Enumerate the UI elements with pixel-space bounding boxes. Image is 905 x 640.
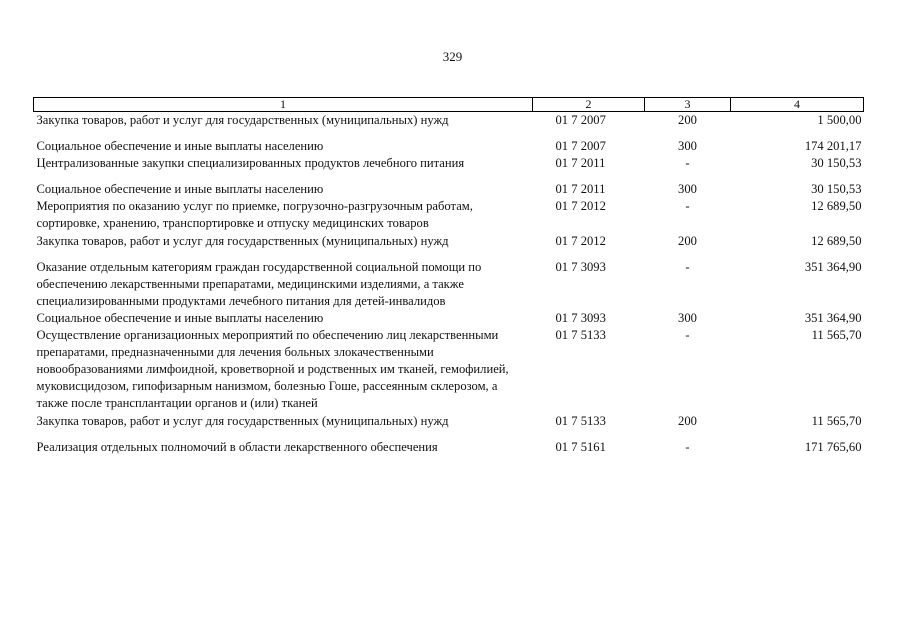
row-code: 01 7 2012 [555, 234, 606, 248]
row-name: Централизованные закупки специализированных продуктов лечебного питания [36, 156, 465, 170]
table-row [34, 327, 864, 413]
row-sum: 1 500,00 [817, 113, 862, 127]
budget-table [33, 97, 864, 456]
row-kvr: 200 [678, 113, 697, 127]
row-sum: 351 364,90 [804, 311, 862, 325]
row-name: Осуществление организационных мероприятий по обеспечению лиц лекарственными препаратами, предназначенными для лечения больных злокачественными новообразованиями лимфоидной, кроветворной и родственных им тканей, гемофилией, муковисцидозом, гипофизарным нанизмом, болезнью Гоше, рассеянным склерозом, а также после трансплантации органов и (или) тканей [36, 328, 509, 410]
header-col-3: 3 [645, 98, 731, 112]
row-name: Закупка товаров, работ и услуг для государственных (муниципальных) нужд [36, 414, 449, 428]
header-col-1: 1 [34, 98, 533, 112]
table-header [34, 98, 864, 112]
row-kvr: 200 [678, 234, 697, 248]
header-col-4: 4 [731, 98, 864, 112]
row-code: 01 7 2007 [555, 113, 606, 127]
row-kvr: 300 [678, 311, 697, 325]
row-code: 01 7 3093 [555, 260, 606, 274]
row-code: 01 7 5133 [555, 328, 606, 342]
row-kvr: - [685, 328, 690, 342]
row-sum: 30 150,53 [811, 182, 862, 196]
row-code: 01 7 2011 [555, 182, 606, 196]
row-kvr: - [685, 199, 690, 213]
row-kvr: 200 [678, 414, 697, 428]
row-kvr: - [685, 440, 690, 454]
table-row [34, 310, 864, 327]
row-kvr: - [685, 156, 690, 170]
row-name: Закупка товаров, работ и услуг для государственных (муниципальных) нужд [36, 234, 449, 248]
row-sum: 11 565,70 [811, 414, 862, 428]
row-code: 01 7 5161 [555, 440, 606, 454]
row-kvr: 300 [678, 182, 697, 196]
row-sum: 12 689,50 [811, 234, 862, 248]
row-name: Социальное обеспечение и иные выплаты населению [36, 311, 324, 325]
row-sum: 30 150,53 [811, 156, 862, 170]
row-code: 01 7 5133 [555, 414, 606, 428]
table-row [34, 181, 864, 198]
table-row [34, 233, 864, 259]
row-name: Реализация отдельных полномочий в области лекарственного обеспечения [36, 440, 438, 454]
row-name: Оказание отдельным категориям граждан государственной социальной помощи по обеспечению лекарственными препаратами, медицинскими изделиями, а также специализированными продуктами лечебного питания для детей-инвалидов [36, 260, 482, 308]
row-kvr: - [685, 260, 690, 274]
row-name: Социальное обеспечение и иные выплаты населению [36, 139, 324, 153]
row-sum: 174 201,17 [804, 139, 862, 153]
row-sum: 12 689,50 [811, 199, 862, 213]
row-name: Мероприятия по оказанию услуг по приемке, погрузочно-разгрузочным работам, сортировке, хранению, транспортировке и отпуску медицинских товаров [36, 199, 473, 230]
row-code: 01 7 2007 [555, 139, 606, 153]
table-row [34, 439, 864, 456]
table-row [34, 138, 864, 155]
table-row [34, 155, 864, 181]
row-code: 01 7 3093 [555, 311, 606, 325]
row-code: 01 7 2012 [555, 199, 606, 213]
table-row [34, 198, 864, 233]
page-number: 329 [442, 49, 463, 64]
row-code: 01 7 2011 [555, 156, 606, 170]
row-sum: 351 364,90 [804, 260, 862, 274]
table-row [34, 259, 864, 310]
row-sum: 171 765,60 [804, 440, 862, 454]
header-col-2: 2 [533, 98, 645, 112]
table-row [34, 112, 864, 139]
row-sum: 11 565,70 [811, 328, 862, 342]
table-row [34, 413, 864, 439]
row-name: Закупка товаров, работ и услуг для государственных (муниципальных) нужд [36, 113, 449, 127]
row-name: Социальное обеспечение и иные выплаты населению [36, 182, 324, 196]
row-kvr: 300 [678, 139, 697, 153]
